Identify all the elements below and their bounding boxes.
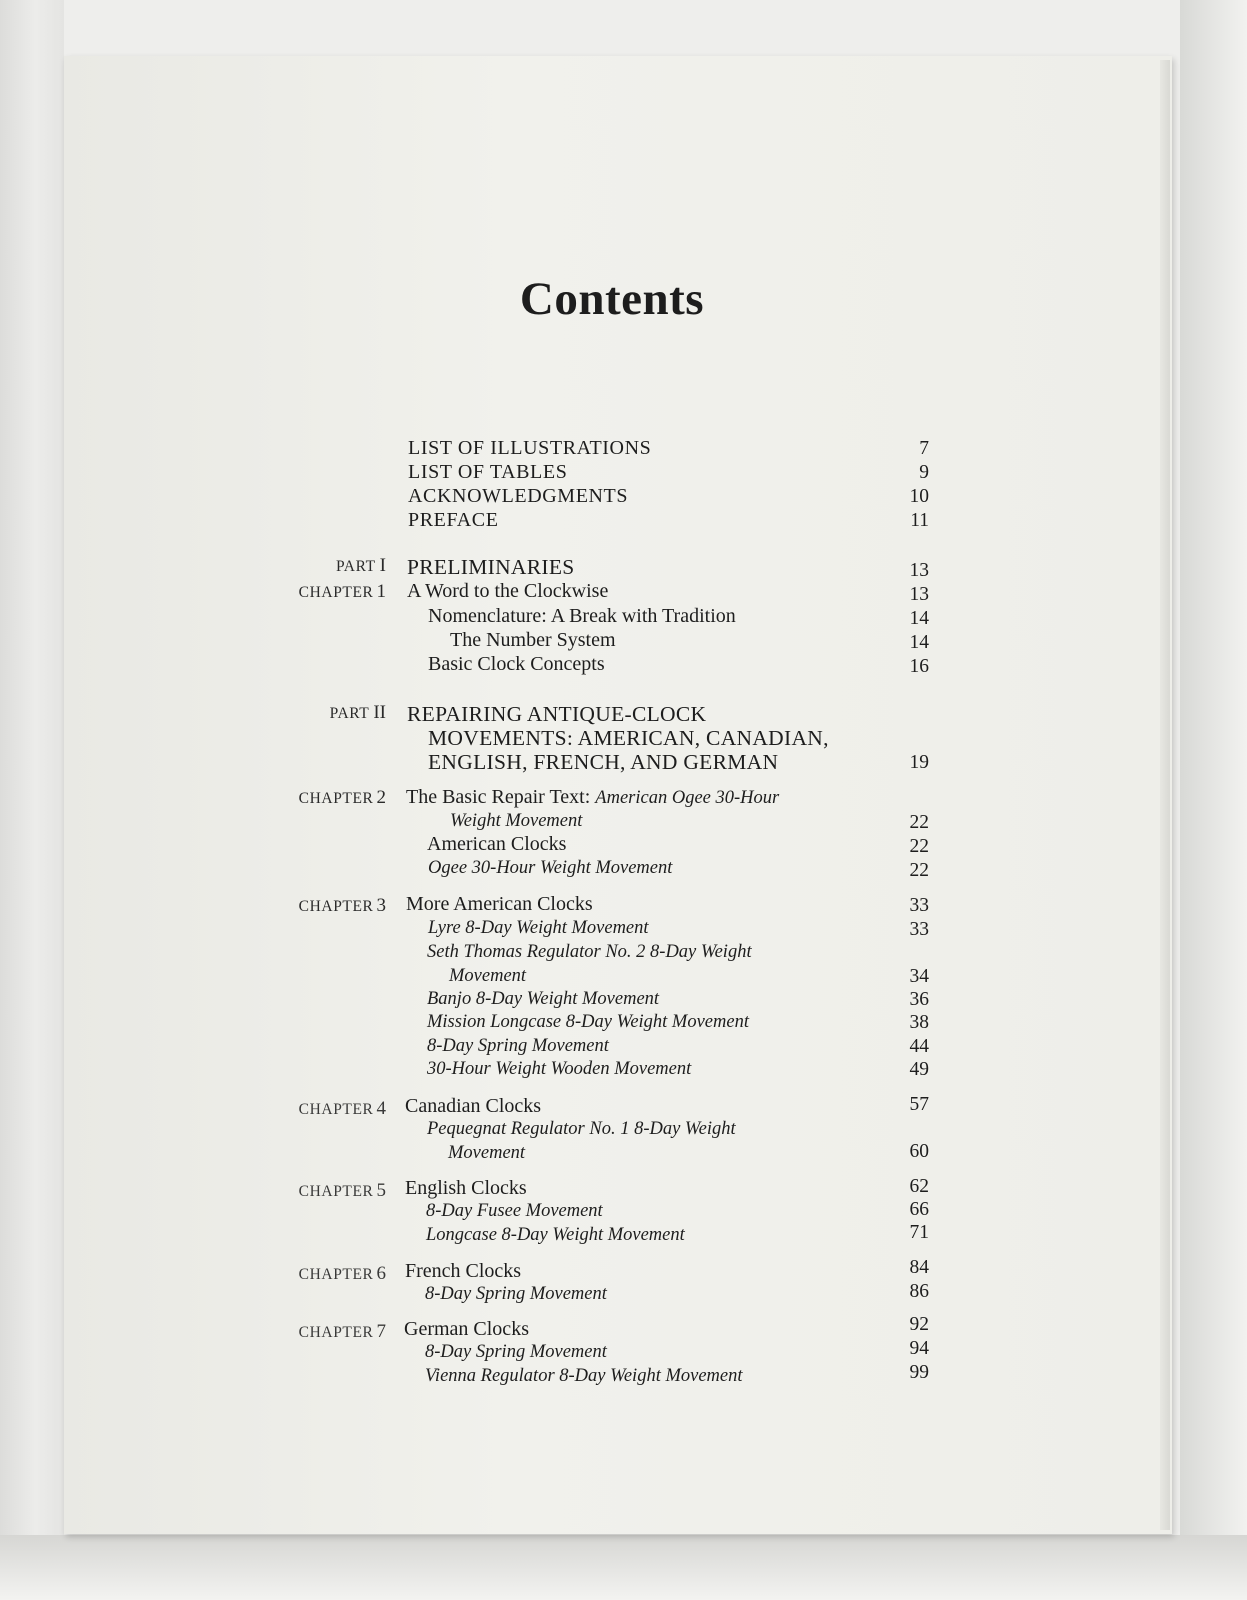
section-title: Ogee 30-Hour Weight Movement bbox=[428, 858, 673, 878]
background-right bbox=[1180, 0, 1247, 1600]
chapter-label: CHAPTER 7 bbox=[298, 1321, 386, 1342]
toc-page-number: 9 bbox=[919, 462, 929, 483]
section-title: Basic Clock Concepts bbox=[428, 653, 605, 675]
section-title: Seth Thomas Regulator No. 2 8-Day Weight bbox=[427, 942, 752, 962]
toc-page-number: 13 bbox=[909, 560, 929, 581]
toc-page-number: 57 bbox=[909, 1094, 929, 1115]
chapter-title-italic: American Ogee 30-Hour bbox=[595, 788, 780, 808]
chapter-title-roman: The Basic Repair Text: bbox=[406, 786, 591, 808]
toc-page-number: 22 bbox=[909, 860, 929, 881]
toc-entry-preface: PREFACE bbox=[408, 509, 499, 531]
section-title: 30-Hour Weight Wooden Movement bbox=[427, 1059, 692, 1079]
toc-page-number: 22 bbox=[909, 812, 929, 833]
chapter-title: A Word to the Clockwise bbox=[407, 580, 609, 602]
toc-page-number: 62 bbox=[909, 1176, 929, 1197]
toc-page-number: 99 bbox=[909, 1362, 929, 1383]
toc-page-number: 7 bbox=[919, 438, 929, 459]
part-label: PART II bbox=[329, 702, 386, 723]
toc-page-number: 94 bbox=[909, 1338, 929, 1359]
section-title: Vienna Regulator 8-Day Weight Movement bbox=[425, 1366, 743, 1386]
section-title: 8-Day Spring Movement bbox=[425, 1284, 607, 1304]
section-title: American Clocks bbox=[427, 833, 567, 855]
part-label: PART I bbox=[336, 555, 386, 576]
toc-page-number: 22 bbox=[909, 836, 929, 857]
chapter-label: CHAPTER 2 bbox=[298, 787, 386, 808]
toc-page-number: 60 bbox=[909, 1141, 929, 1162]
chapter-title: More American Clocks bbox=[406, 893, 593, 915]
part-title-line: ENGLISH, FRENCH, AND GERMAN bbox=[428, 750, 779, 774]
toc-page-number: 66 bbox=[909, 1199, 929, 1220]
toc-page-number: 14 bbox=[909, 608, 929, 629]
toc-page-number: 14 bbox=[909, 632, 929, 653]
toc-page-number: 19 bbox=[909, 752, 929, 773]
section-title: Mission Longcase 8-Day Weight Movement bbox=[427, 1012, 749, 1032]
part-title-line: MOVEMENTS: AMERICAN, CANADIAN, bbox=[428, 726, 829, 750]
chapter-title: German Clocks bbox=[404, 1318, 529, 1340]
toc-page-number: 38 bbox=[909, 1012, 929, 1033]
toc-page-number: 33 bbox=[909, 895, 929, 916]
toc-page-number: 71 bbox=[909, 1222, 929, 1243]
page-title: Contents bbox=[519, 273, 705, 325]
subsection-title: The Number System bbox=[450, 629, 616, 651]
toc-entry-acknowledgments: ACKNOWLEDGMENTS bbox=[408, 485, 629, 507]
toc-page-number: 34 bbox=[909, 966, 929, 987]
toc-page-number: 33 bbox=[909, 919, 929, 940]
section-title: Nomenclature: A Break with Tradition bbox=[428, 605, 736, 627]
left-page-edge bbox=[0, 0, 64, 1600]
toc-page-number: 16 bbox=[909, 656, 929, 677]
chapter-label: CHAPTER 4 bbox=[298, 1098, 386, 1119]
section-title: Pequegnat Regulator No. 1 8-Day Weight bbox=[427, 1119, 736, 1139]
section-title: 8-Day Spring Movement bbox=[425, 1342, 607, 1362]
chapter-title: Canadian Clocks bbox=[405, 1095, 542, 1117]
section-title: Lyre 8-Day Weight Movement bbox=[428, 918, 649, 938]
chapter-title: English Clocks bbox=[405, 1177, 527, 1199]
toc-page-number: 11 bbox=[910, 510, 929, 531]
toc-page-number: 13 bbox=[909, 584, 929, 605]
part-title-line: REPAIRING ANTIQUE-CLOCK bbox=[407, 702, 707, 726]
chapter-label: CHAPTER 5 bbox=[298, 1180, 386, 1201]
part-title: PRELIMINARIES bbox=[407, 555, 575, 579]
chapter-title bbox=[406, 786, 779, 809]
toc-page-number: 49 bbox=[909, 1059, 929, 1080]
section-title-continued: Movement bbox=[448, 1143, 526, 1163]
section-title: Longcase 8-Day Weight Movement bbox=[426, 1225, 685, 1245]
toc-page-number: 92 bbox=[909, 1314, 929, 1335]
toc-page-number: 36 bbox=[909, 989, 929, 1010]
toc-entry-list-of-tables: LIST OF TABLES bbox=[408, 461, 568, 483]
chapter-title: French Clocks bbox=[405, 1260, 522, 1282]
section-title: 8-Day Fusee Movement bbox=[426, 1201, 603, 1221]
chapter-label: CHAPTER 6 bbox=[298, 1263, 386, 1284]
chapter-label: CHAPTER 1 bbox=[298, 581, 386, 602]
toc-page-number: 86 bbox=[909, 1281, 929, 1302]
section-title: Banjo 8-Day Weight Movement bbox=[427, 989, 660, 1009]
background-bottom bbox=[0, 1535, 1247, 1600]
chapter-label: CHAPTER 3 bbox=[298, 895, 386, 916]
toc-entry-list-of-illustrations: LIST OF ILLUSTRATIONS bbox=[408, 437, 652, 459]
section-title: 8-Day Spring Movement bbox=[427, 1036, 609, 1056]
toc-page-number: 84 bbox=[909, 1257, 929, 1278]
chapter-title-continued: Weight Movement bbox=[450, 811, 583, 831]
toc-page-number: 44 bbox=[909, 1036, 929, 1057]
section-title-continued: Movement bbox=[449, 966, 527, 986]
toc-page-number: 10 bbox=[909, 486, 929, 507]
